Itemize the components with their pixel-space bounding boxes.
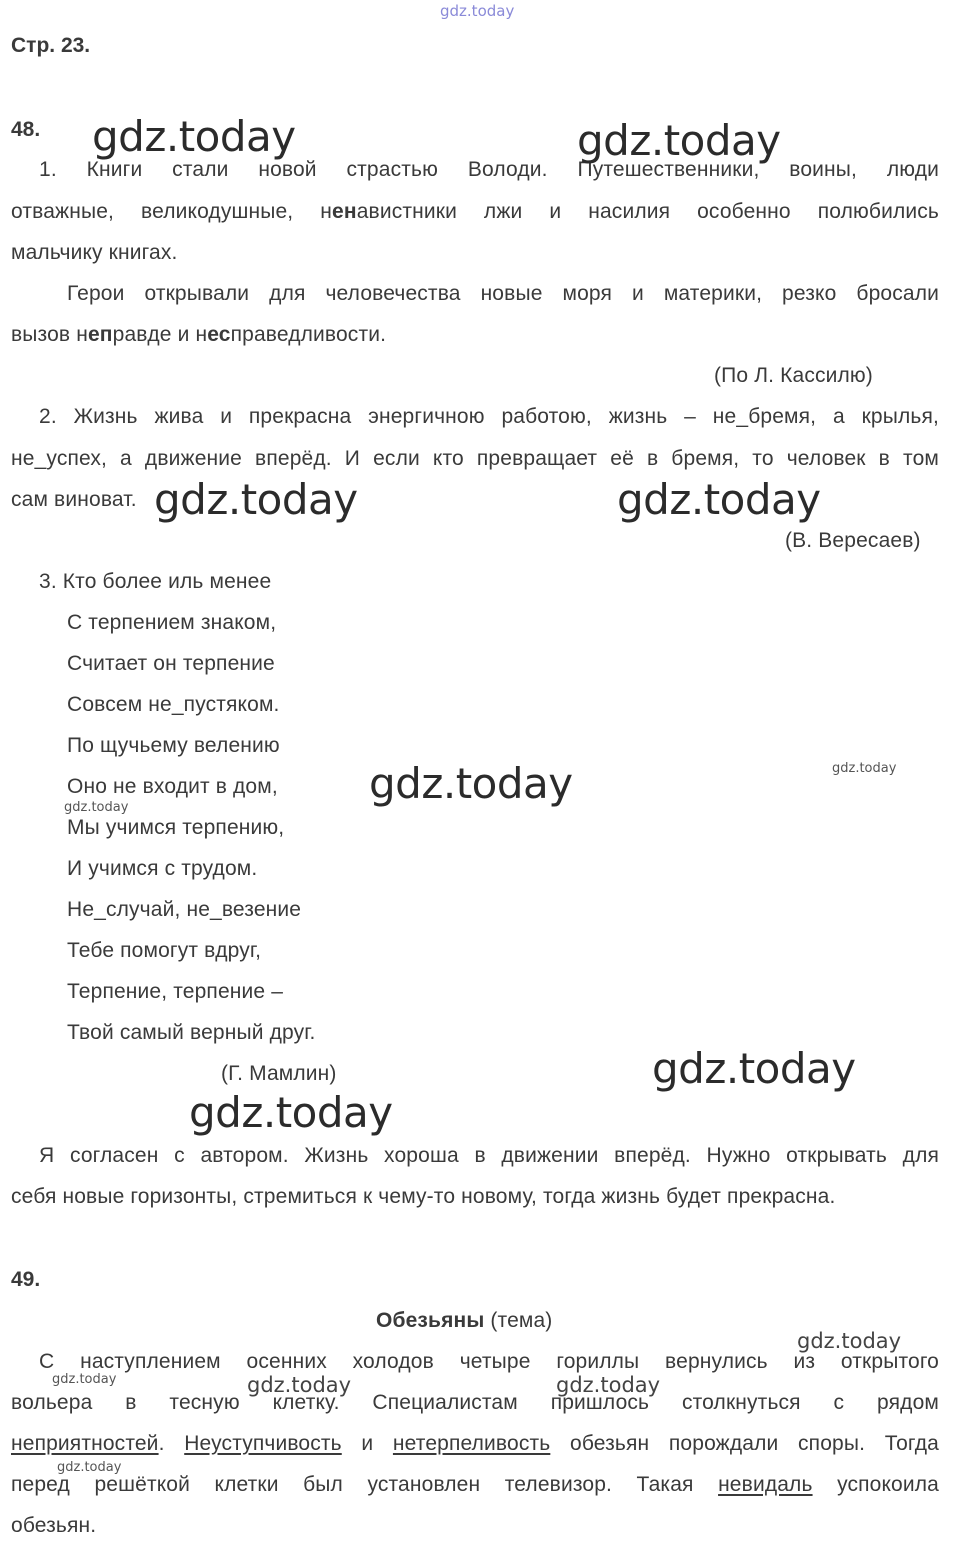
ex49-line4-text: перед решёткой клетки был установлен телевизор. Такая: [11, 1473, 719, 1496]
ex49-line3-text: .: [158, 1432, 185, 1455]
watermark-medium: gdz.today: [556, 1373, 661, 1397]
poem-line: С терпением знаком,: [67, 611, 277, 634]
poem-line: По щучьему велению: [67, 734, 280, 757]
watermark-small: gdz.today: [52, 1372, 117, 1387]
poem-line: Терпение, терпение –: [67, 980, 284, 1003]
watermark-medium: gdz.today: [247, 1373, 352, 1397]
watermark-large: gdz.today: [577, 116, 781, 165]
watermark-large: gdz.today: [369, 759, 573, 808]
ex48-p2-line1: Герои открывали для человечества новые моря и материки, резко бросали: [67, 282, 939, 305]
ex49-line1: С наступлением осенних холодов четыре гориллы вернулись из открытого: [39, 1350, 939, 1373]
poem-line: 3. Кто более иль менее: [39, 570, 272, 593]
ex48-p2-line2-a: вызов н: [11, 323, 88, 346]
ex48-p2-line2: [11, 323, 386, 347]
exercise-49-number: 49.: [11, 1268, 41, 1291]
ex48-p3-line2: не_успех, а движение вперёд. И если кто превращает её в бремя, то человек в том: [11, 447, 939, 470]
poem-line: Совсем не_пустяком.: [67, 693, 280, 716]
ex48-p2-line2-c: равде и н: [112, 323, 208, 346]
watermark-small: gdz.today: [57, 1460, 122, 1475]
watermark-large: gdz.today: [617, 475, 821, 524]
poem-line: Оно не входит в дом,: [67, 775, 278, 798]
ex48-p2-line2-bold2: ес: [207, 323, 231, 346]
ex49-line2: вольера в тесную клетку. Специалистам пришлось столкнуться с рядом: [11, 1391, 939, 1414]
poem-line: Мы учимся терпению,: [67, 816, 285, 839]
ex48-p1-line3: мальчику книгах.: [11, 241, 178, 264]
watermark-large: gdz.today: [92, 112, 296, 161]
ex49-line4: [11, 1473, 939, 1497]
ex48-source-kassil: (По Л. Кассилю): [714, 364, 873, 387]
watermark-large: gdz.today: [154, 475, 358, 524]
ex49-title: [376, 1309, 552, 1333]
watermark-large: gdz.today: [652, 1044, 856, 1093]
ex48-source-veresaev: (В. Вересаев): [785, 529, 921, 552]
exercise-48-number: 48.: [11, 118, 41, 141]
poem-line: Не_случай, не_везение: [67, 898, 302, 921]
ex48-p1-line2-a: отважные, великодушные, н: [11, 200, 333, 223]
ex49-underlined-word: Неуступчивость: [184, 1432, 342, 1455]
ex48-p1-line2: [11, 200, 939, 224]
ex48-p3-line3: сам виноват.: [11, 488, 137, 511]
poem-line: И учимся с трудом.: [67, 857, 258, 880]
ex49-title-bold: Обезьяны: [376, 1309, 485, 1332]
ex49-line4-text: успокоила: [812, 1473, 940, 1496]
watermark-medium: gdz.today: [797, 1329, 902, 1353]
ex49-line3-text: обезьян порождали споры. Тогда: [550, 1432, 939, 1455]
watermark-small: gdz.today: [64, 800, 129, 815]
poem-line: Считает он терпение: [67, 652, 275, 675]
ex48-opinion-line2: себя новые горизонты, стремиться к чему-то новому, тогда жизнь будет прекрасна.: [11, 1185, 836, 1208]
ex48-opinion-line1: Я согласен с автором. Жизнь хороша в движении вперёд. Нужно открывать для: [39, 1144, 939, 1167]
poem-line: Тебе помогут вдруг,: [67, 939, 262, 962]
ex48-p3-line1: 2. Жизнь жива и прекрасна энергичною работою, жизнь – не_бремя, а крылья,: [39, 405, 939, 428]
ex48-source-mamlin: (Г. Мамлин): [221, 1062, 337, 1085]
watermark-large: gdz.today: [189, 1088, 393, 1137]
ex48-p1-line2-c: авистники лжи и насилия особенно полюбились: [356, 200, 939, 223]
ex49-line3: [11, 1432, 939, 1456]
watermark-small: gdz.today: [832, 761, 897, 776]
poem-line: Твой самый верный друг.: [67, 1021, 316, 1044]
watermark-top: gdz.today: [440, 2, 515, 20]
ex49-line5: обезьян.: [11, 1514, 97, 1537]
ex49-underlined-word: нетерпеливость: [392, 1432, 551, 1455]
page-label: Стр. 23.: [11, 34, 91, 57]
ex48-p2-line2-bold1: еп: [87, 323, 113, 346]
ex48-p1-line1: 1. Книги стали новой страстью Володи. Путешественники, воины, люди: [39, 158, 939, 181]
ex49-line3-text: и: [341, 1432, 393, 1455]
ex48-p1-line2-bold: ен: [332, 200, 357, 223]
ex49-underlined-word: невидаль: [718, 1473, 813, 1496]
ex49-underlined-word: неприятностей: [11, 1432, 159, 1455]
ex48-p2-line2-e: праведливости.: [230, 323, 387, 346]
ex49-title-note: (тема): [484, 1309, 553, 1332]
